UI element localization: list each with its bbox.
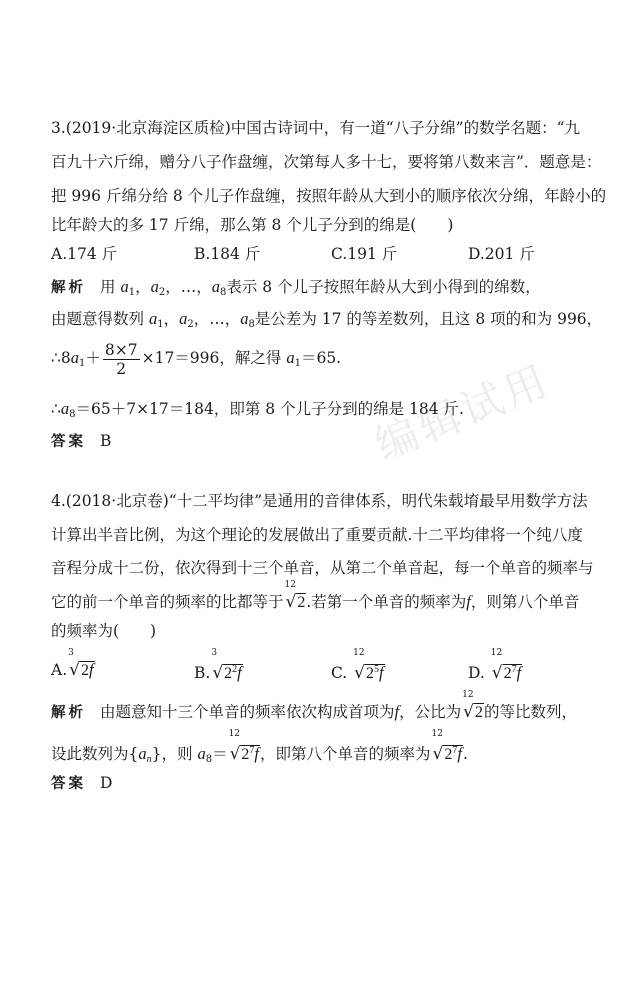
q4-option-a: A. 3 √2f xyxy=(51,648,94,680)
q3-option-b: B.184 斤 xyxy=(194,245,261,263)
q4-stem-line-2: 计算出半音比例，为这个理论的发展做出了重要贡献.十二平均律将一个纯八度 xyxy=(51,526,583,544)
q3-answer-value: B xyxy=(100,432,112,450)
fraction: $\frac{8\times 7}{2}$ xyxy=(104,340,138,378)
q3-option-a: A.174 斤 xyxy=(51,245,118,263)
q3-option-d: D.201 斤 xyxy=(468,245,535,263)
q3-stem-line-4: 比年龄大的多 17 斤绵，那么第 8 个儿子分到的绵是( ) xyxy=(51,216,454,234)
q4-answer xyxy=(51,773,112,794)
q4-analysis-label: 解析 xyxy=(51,705,86,721)
q4-stem-line-5: 的频率为( ) xyxy=(51,622,157,640)
q3-answer-label: 答案 xyxy=(51,434,86,450)
q4-stem-line-3: 音程分成十二份，依次得到十三个单音，从第二个单音起，每一个单音的频率与 xyxy=(51,559,594,577)
q4-answer-value: D xyxy=(100,774,113,792)
q3-stem-line-3: 把 996 斤绵分给 8 个儿子作盘缠，按照年龄从大到小的顺序依次分绵，年龄小的 xyxy=(51,187,607,205)
q4-answer-label: 答案 xyxy=(51,776,86,792)
q3-stem-line-2: 百九十六斤绵，赠分八子作盘缠，次第每人多十七，要将第八数来言”．题意是： xyxy=(51,153,602,171)
q4-analysis-line-2: 设此数列为$\{a_n\}$，则 $a_8=$ 12 $√2^7f$，即第八个单音的频率为 12 $√2^7f$. xyxy=(51,729,468,765)
q3-equation-1: $\therefore 8a_1+$ $\frac{8\times 7}{2}$ ×17＝996，解之得 $a_1=65$. xyxy=(51,340,342,378)
q3-analysis-line-2: 由题意得数列 $a_1$，$a_2$，…，$a_8$是公差为 17 的等差数列，且这 8 项的和为 996， xyxy=(51,309,603,330)
q4-option-d: D. 12 $√2^7f$ xyxy=(468,648,522,683)
q4-stem-line-4: 它的前一个单音的频率的比都等于 12 √2.若第一个单音的频率为f，则第八个单音 xyxy=(51,580,580,612)
q3-answer xyxy=(51,431,111,452)
q3-equation-2: $\therefore a_8=65+7\times 17=184$，即第 8 个儿子分到的绵是 184 斤. xyxy=(51,399,464,420)
q4-analysis-line-1: 解析 由题意知十三个单音的频率依次构成首项为f，公比为 12 √2的等比数列， xyxy=(51,690,577,722)
q3-analysis-label: 解析 xyxy=(51,280,86,296)
q4-option-b: B. 3 $√2^2f$ xyxy=(194,648,242,683)
q3-analysis-line-1: 解析 用 $a_1$，$a_2$，…，$a_8$表示 8 个儿子按照年龄从大到小得到的绵数， xyxy=(51,277,541,298)
q4-stem-line-1: 4.(2018·北京卷)“十二平均律”是通用的音律体系，明代朱载堉最早用数学方法 xyxy=(51,492,588,510)
q4-option-c: C. 12 $√2^5f$ xyxy=(331,648,384,683)
q3-option-c: C.191 斤 xyxy=(331,245,398,263)
root-12-of-2: 12 √2 xyxy=(284,580,306,612)
q3-stem-line-1: 3.(2019·北京海淀区质检)中国古诗词中，有一道“八子分绵”的数学名题：“九 xyxy=(51,119,581,137)
watermark: 编辑试用 xyxy=(368,355,558,470)
